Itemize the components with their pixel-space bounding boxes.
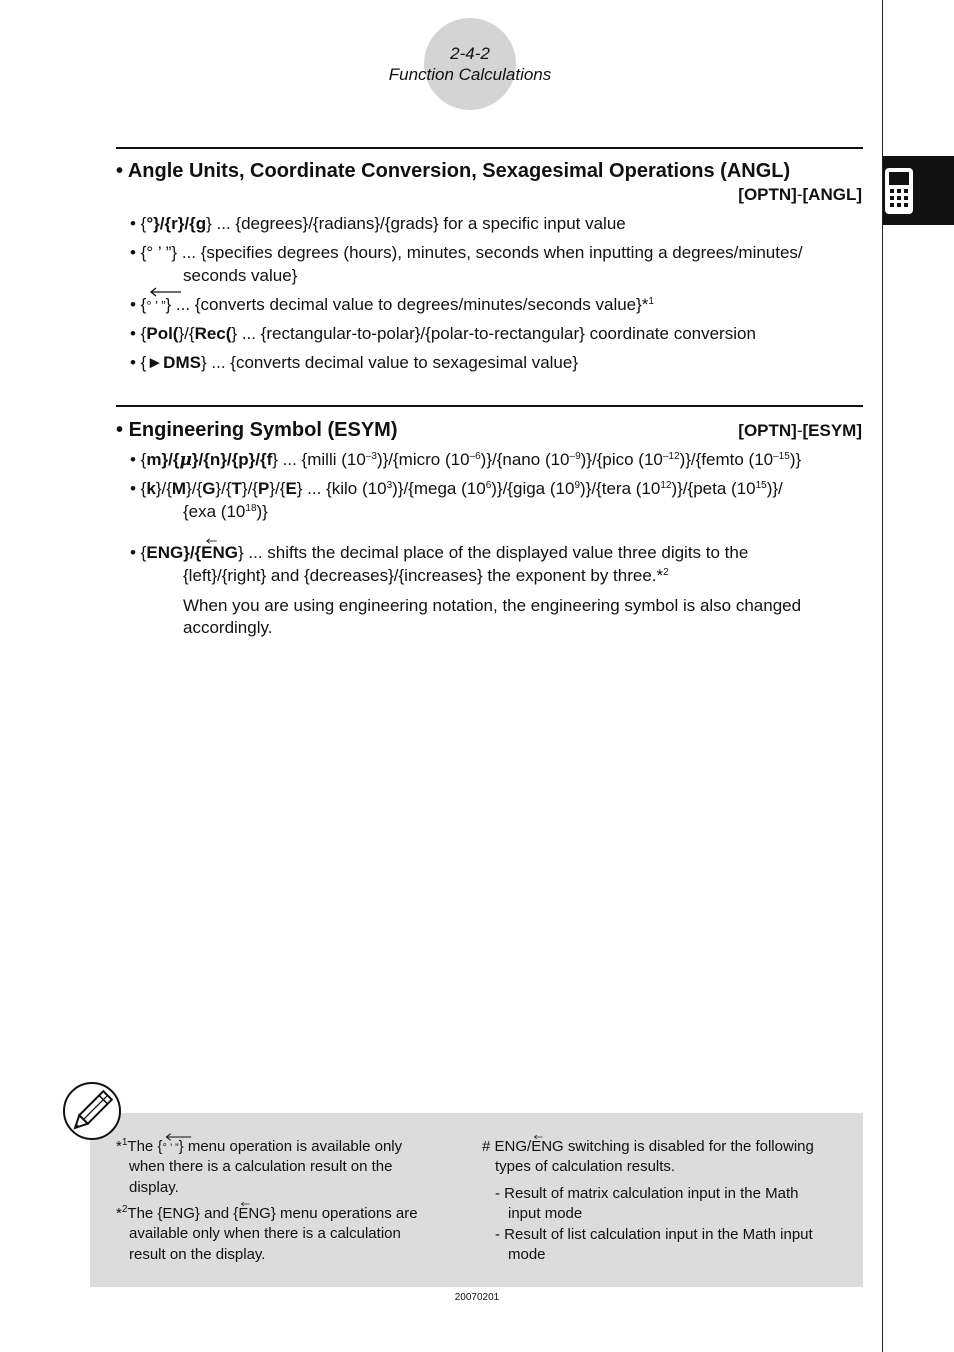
header-circle: [424, 18, 516, 110]
list-item-to-dms: • {►DMS} ... {converts decimal value to sexagesimal value}: [130, 353, 579, 372]
list-item-large-prefixes: • {k}/{M}/{G}/{T}/{P}/{E} ... {kilo $(10^3)\}/\{mega$ $(10^6)\}/\{giga$ $(10^9)\}/\{tera$ $(10^{12})\}/\{peta$ $(10^{15})\}/$: [130, 479, 783, 498]
list-item-dms-input-cont: seconds value}: [183, 266, 298, 285]
left-arrow-icon: [148, 287, 182, 297]
hash-note: # ENG/ ENG switching is disabled for the following: [482, 1138, 814, 1155]
section-title-esym: • Engineering Symbol (ESYM): [116, 419, 398, 441]
hash-note-item2: - Result of list calculation input in the Math input: [495, 1226, 813, 1243]
key-path-esym: [OPTN]-[ESYM]: [738, 421, 862, 440]
left-arrow-icon: [164, 1132, 192, 1142]
page-number: 2-4-2: [450, 44, 490, 63]
footer-code: 20070201: [454, 1292, 500, 1303]
section-rule-angl: [116, 147, 863, 149]
footnote-1-line2: when there is a calculation result on the: [129, 1158, 393, 1175]
list-item-small-prefixes: • {m}/{μ}/{n}/{p}/{f} ... {milli $(10^{-3})\}/\{micro$ $(10^{-6})\}/\{nano$ $(10^{-9})\}/\{pico$ $(10^{-12})\}/\{femto$ $(10^{-15})$}: [130, 450, 802, 470]
pencil-icon: [62, 1081, 122, 1141]
section-rule-esym: [116, 405, 863, 407]
section-title-angl: • Angle Units, Coordinate Conversion, Sexagesimal Operations (ANGL): [116, 160, 791, 182]
hash-note-line2: types of calculation results.: [495, 1158, 676, 1175]
footnote-1: *$^1$The { ° ’ ”} menu operation is available only: [116, 1138, 402, 1155]
footnote-1-line3: display.: [129, 1179, 179, 1196]
list-item-eng-cont: {left}/{right} and {decreases}/{increases} the exponent by three.*$^2$: [183, 566, 669, 585]
footnote-2-line2: available only when there is a calculation: [129, 1225, 401, 1242]
list-item-eng: • {ENG}/{ ENG} ... shifts the decimal place of the displayed value three digits to the: [130, 543, 748, 563]
footnote-2: *$^2$The {ENG} and { ENG} menu operations are: [116, 1205, 418, 1222]
footnote-2-line3: result on the display.: [129, 1246, 266, 1263]
list-item-pol-rec: • {Pol(}/{Rec(} ... {rectangular-to-polar}/{polar-to-rectangular} coordinate conversion: [130, 324, 756, 343]
hash-note-item1: - Result of matrix calculation input in the Math: [495, 1185, 799, 1202]
eng-paragraph-line2: accordingly.: [183, 618, 273, 637]
key-path-angl: [OPTN]-[ANGL]: [738, 185, 862, 204]
list-item-large-prefixes-cont: {exa $(10^{18})$}: [183, 502, 268, 521]
left-arrow-icon: [240, 1199, 256, 1209]
left-arrow-icon: [533, 1132, 549, 1142]
calculator-icon: [884, 167, 914, 215]
list-item-dms-input: • {° ’ ”} ... {specifies degrees (hours), minutes, seconds when inputting a degrees/minutes/: [130, 243, 803, 262]
left-arrow-icon: [205, 536, 225, 546]
hash-note-item1-cont: input mode: [508, 1205, 583, 1222]
eng-paragraph-line1: When you are using engineering notation, the engineering symbol is also changed: [183, 596, 802, 615]
dms-reverse-glyph: ° ’ ”: [146, 295, 165, 315]
list-item-degrees: • {°}/{r}/{g} ... {degrees}/{radians}/{grads} for a specific input value: [130, 214, 626, 233]
hash-note-item2-cont: mode: [508, 1246, 546, 1263]
page-title: Function Calculations: [388, 65, 552, 84]
list-item-dms-convert: • { ° ’ ”} ... {converts decimal value to degrees/minutes/seconds value}*$^1$: [130, 295, 654, 315]
